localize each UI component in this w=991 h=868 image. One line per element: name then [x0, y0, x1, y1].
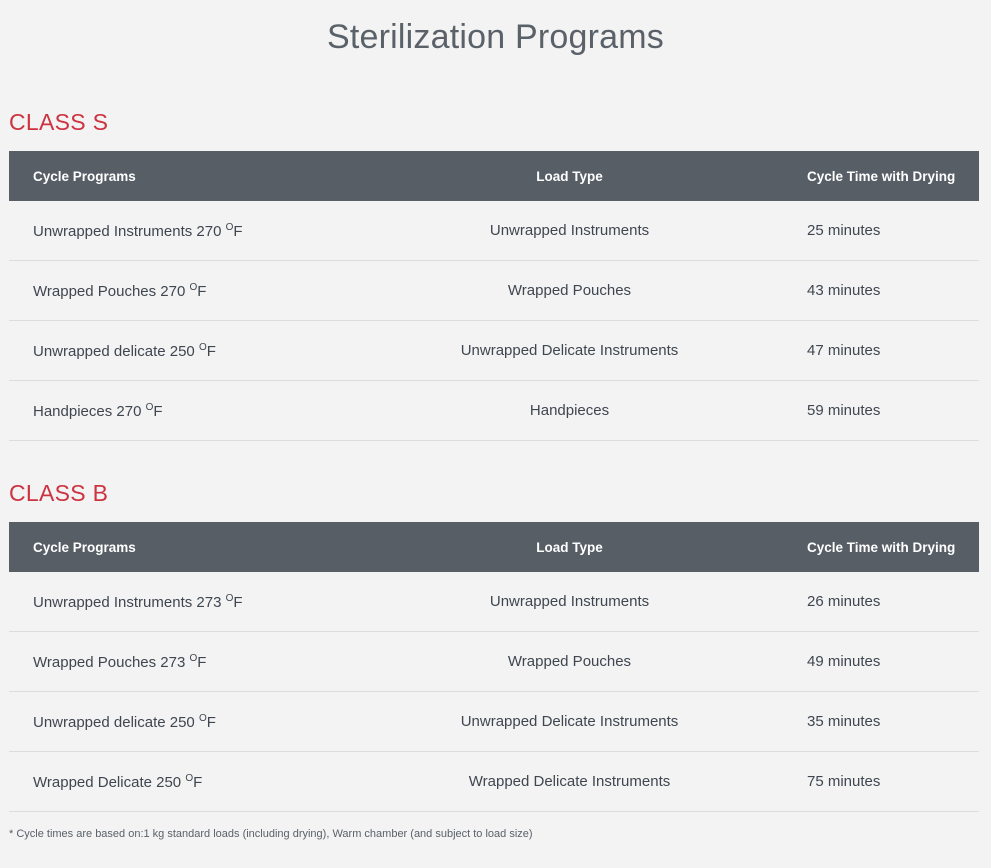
degree-mark: O [225, 221, 234, 233]
cycle-time-cell: 47 minutes [777, 321, 979, 381]
cycle-program-cell [9, 201, 362, 261]
table-row [9, 261, 979, 321]
table-row [9, 381, 979, 441]
table-row [9, 572, 979, 632]
temperature-unit: F [206, 342, 216, 360]
footnote: * Cycle times are based on:1 kg standard loads (including drying), Warm chamber (and subject to load size) [9, 828, 533, 840]
table-row [9, 692, 979, 752]
cycle-program-cell [9, 752, 362, 812]
load-type-cell: Handpieces [362, 381, 777, 441]
program-name: Handpieces 270 [33, 402, 142, 420]
temperature-unit: F [206, 713, 216, 731]
table-row [9, 632, 979, 692]
cycle-time-cell: 59 minutes [777, 381, 979, 441]
degree-mark: O [189, 281, 198, 293]
temperature-unit: F [193, 773, 203, 791]
cycle-program-cell [9, 261, 362, 321]
temperature-unit: F [233, 593, 243, 611]
degree-mark: O [189, 652, 198, 664]
column-header-load-type: Load Type [362, 151, 777, 201]
load-type-cell: Unwrapped Delicate Instruments [362, 692, 777, 752]
program-name: Unwrapped delicate 250 [33, 342, 195, 360]
program-name: Wrapped Delicate 250 [33, 773, 182, 791]
page-title: Sterilization Programs [327, 18, 664, 56]
load-type-cell: Wrapped Delicate Instruments [362, 752, 777, 812]
class-s-heading: CLASS S [9, 109, 109, 135]
program-name: Unwrapped Instruments 273 [33, 593, 222, 611]
table-header-row [9, 522, 979, 572]
cycle-program-cell [9, 321, 362, 381]
cycle-program-cell [9, 381, 362, 441]
load-type-cell: Unwrapped Instruments [362, 572, 777, 632]
class-b-table [9, 522, 979, 812]
degree-mark: O [185, 772, 194, 784]
class-s-table [9, 151, 979, 441]
cycle-time-cell: 43 minutes [777, 261, 979, 321]
degree-mark: O [145, 401, 154, 413]
degree-mark: O [198, 712, 207, 724]
temperature-unit: F [197, 282, 207, 300]
temperature-unit: F [197, 653, 207, 671]
column-header-cycle-time: Cycle Time with Drying [777, 151, 979, 201]
table-row [9, 321, 979, 381]
class-b-heading: CLASS B [9, 480, 109, 506]
table-row [9, 201, 979, 261]
program-name: Unwrapped delicate 250 [33, 713, 195, 731]
column-header-load-type: Load Type [362, 522, 777, 572]
cycle-time-cell: 75 minutes [777, 752, 979, 812]
cycle-time-cell: 25 minutes [777, 201, 979, 261]
cycle-time-cell: 35 minutes [777, 692, 979, 752]
temperature-unit: F [153, 402, 163, 420]
degree-mark: O [198, 341, 207, 353]
column-header-cycle-programs: Cycle Programs [9, 151, 362, 201]
temperature-unit: F [233, 222, 243, 240]
cycle-program-cell [9, 572, 362, 632]
cycle-time-cell: 26 minutes [777, 572, 979, 632]
cycle-time-cell: 49 minutes [777, 632, 979, 692]
load-type-cell: Wrapped Pouches [362, 261, 777, 321]
column-header-cycle-time: Cycle Time with Drying [777, 522, 979, 572]
degree-mark: O [225, 592, 234, 604]
program-name: Wrapped Pouches 270 [33, 282, 186, 300]
load-type-cell: Unwrapped Instruments [362, 201, 777, 261]
table-header-row [9, 151, 979, 201]
program-name: Wrapped Pouches 273 [33, 653, 186, 671]
program-name: Unwrapped Instruments 270 [33, 222, 222, 240]
column-header-cycle-programs: Cycle Programs [9, 522, 362, 572]
cycle-program-cell [9, 632, 362, 692]
load-type-cell: Unwrapped Delicate Instruments [362, 321, 777, 381]
load-type-cell: Wrapped Pouches [362, 632, 777, 692]
table-row [9, 752, 979, 812]
cycle-program-cell [9, 692, 362, 752]
